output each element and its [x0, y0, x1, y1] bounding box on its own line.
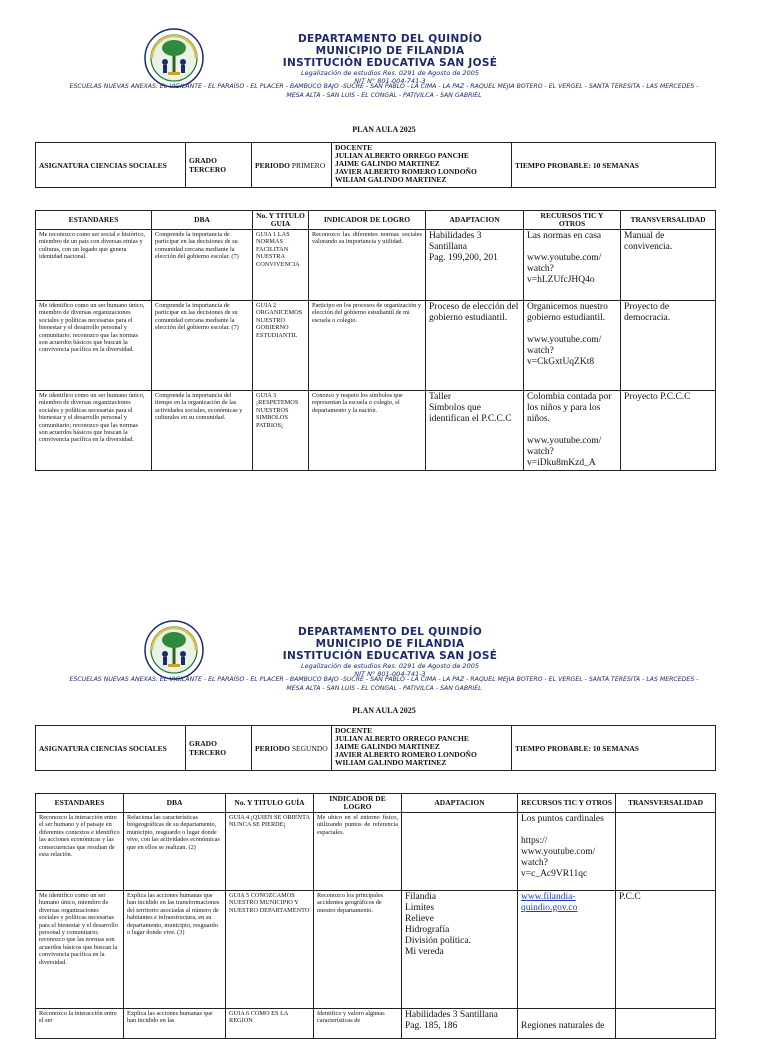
transversalidad-cell: Proyecto de democracia. — [621, 301, 716, 391]
docente-cell: DOCENTE JULIAN ALBERTO ORREGO PANCHE JAIME GALINDO MARTINEZ JAVIER ALBERTO ROMERO LONDOÑO WILIAM GALINDO MARTINEZ — [332, 726, 512, 771]
docente-cell: DOCENTE JULIAN ALBERTO ORREGO PANCHE JAIME GALINDO MARTINEZ JAVIER ALBERTO ROMERO LONDOÑO WILIAM GALINDO MARTINEZ — [332, 143, 512, 188]
header-guia: No. Y TITULO GUIA — [253, 211, 309, 230]
recursos-cell: Los puntos cardinales https:// www.youtube.com/ watch? v=c_Ac9VR11qc — [518, 813, 616, 891]
indicador-cell: Me ubico en el entorno físico, utilizando puntos de referencia espaciales. — [314, 813, 402, 891]
header-indicador: INDICADOR DE LOGRO — [314, 794, 402, 813]
legalizacion-text: Legalización de estudios Res. 0291 de Agosto de 2005 — [301, 69, 479, 77]
municipio-name: MUNICIPIO DE FILANDIA — [315, 45, 465, 57]
estandar-cell: Me identifico como un ser humano único, miembro de diversas organizaciones sociales y políticas necesarias para el bienestar y el desarrollo personal y comunitario; reconozco que las normas son acuerdos básicos que buscan la convivencia pacífica en la diversidad. — [36, 391, 152, 471]
indicador-cell: Identifico y valoro algunas características de — [314, 1009, 402, 1039]
annex-line-1: ESCUELAS NUEVAS ANEXAS: EL VIGILANTE - EL PARAÍSO - EL PLACER - BAMBUCO BAJO -SUCRE - SAN PABLO - LA CIMA - LA PAZ - RAQUEL MEJIA BOTERO - EL VERGEL - SANTA TERESITA - LAS MERCEDES - — [69, 676, 699, 683]
guia-cell: GUIA 5 CONOZCAMOS NUESTRO MUNICIPIO Y NUESTRO DEPARTAMENTO — [226, 891, 314, 1009]
asignatura-cell: ASIGNATURA CIENCIAS SOCIALES — [36, 726, 186, 771]
annex-line-2: MESA ALTA - SAN LUIS - EL CONGAL - PATIVILCA - SAN GABRIEL — [286, 91, 482, 99]
header-dba: DBA — [124, 794, 226, 813]
recursos-cell: Organicemos nuestro gobierno estudiantil. www.youtube.com/ watch? v=CkGxtUqZKt8 — [524, 301, 621, 391]
info-table-1 — [35, 142, 716, 188]
recursos-cell: Las normas en casa www.youtube.com/ watch? v=hLZUfcJHQ4o — [524, 230, 621, 301]
table-row — [36, 230, 716, 301]
recursos-cell: Regiones naturales de — [518, 1009, 616, 1039]
indicador-cell: Reconozco los principales accidentes geográficos de nuestro departamento. — [314, 891, 402, 1009]
header-adaptacion: ADAPTACION — [426, 211, 524, 230]
table-row — [36, 891, 716, 1009]
indicador-cell: Conozco y respeto los símbolos que representan la escuela o colegio, el departamento y la nación. — [309, 391, 426, 471]
table-row — [36, 301, 716, 391]
institution-name: INSTITUCIÓN EDUCATIVA SAN JOSÉ — [282, 650, 498, 662]
school-seal-icon — [144, 28, 204, 88]
estandar-cell: Me identifico como un ser humano único, miembro de diversas organizaciones sociales y políticas necesarias para el bienestar y el desarrollo personal y comunitario; reconozco que las normas son acuerdos básicos que buscan la convivencia pacífica en la diversidad. — [36, 891, 124, 1009]
header-guia: No. Y TITULO GUÍA — [226, 794, 314, 813]
header-transversalidad: TRANSVERSALIDAD — [621, 211, 716, 230]
recursos-cell: Colombia contada por los niños y para los niños. www.youtube.com/ watch? v=iDku8mKzd_A — [524, 391, 621, 471]
header-estandares: ESTANDARES — [36, 794, 124, 813]
dept-name: DEPARTAMENTO DEL QUINDÍO — [297, 626, 483, 638]
estandar-cell: Me reconozco como ser social e histórico, miembro de un país con diversas etnias y culturas, con un legado que genera identidad nacional. — [36, 230, 152, 301]
guia-cell: GUIA 1 LAS NORMAS FACILITAN NUESTRA CONVIVENCIA — [253, 230, 309, 301]
dba-cell: Explica las acciones humanas que han incidido en las — [124, 1009, 226, 1039]
adaptacion-cell: Habilidades 3 Santillana Pag. 199,200, 201 — [426, 230, 524, 301]
guia-cell: GUIA 2 ORGANICEMOS NUESTRO GOBIERNO ESTUDIANTIL — [253, 301, 309, 391]
plan-table-1 — [35, 210, 716, 471]
header-adaptacion: ADAPTACION — [402, 794, 518, 813]
header-dba: DBA — [152, 211, 253, 230]
transversalidad-cell: Manual de convivencia. — [621, 230, 716, 301]
indicador-cell: Participo en los procesos de organización y elección del gobierno estudiantil de mi escuela o colegio. — [309, 301, 426, 391]
header-indicador: INDICADOR DE LOGRO — [309, 211, 426, 230]
letterhead-2 — [0, 592, 768, 702]
transversalidad-cell: P.C.C — [616, 891, 716, 1009]
dba-cell: Explica las acciones humanas que han incidido en las transformaciones del territorio asociadas al número de habitantes e infraestructura, en su departamento, municipio, resguardo o lugar donde vive. (3) — [124, 891, 226, 1009]
adaptacion-cell — [402, 813, 518, 891]
municipio-name: MUNICIPIO DE FILANDIA — [315, 638, 465, 650]
institution-name: INSTITUCIÓN EDUCATIVA SAN JOSÉ — [282, 57, 498, 69]
asignatura-cell: ASIGNATURA CIENCIAS SOCIALES — [36, 143, 186, 188]
adaptacion-cell: Taller Símbolos que identifican el P.C.C.C — [426, 391, 524, 471]
dba-cell: Comprende la importancia de participar en las decisiones de su comunidad cercana mediante la elección del gobierno escolar. (7) — [152, 230, 253, 301]
annex-line-1: ESCUELAS NUEVAS ANEXAS: EL VIGILANTE - EL PARAÍSO - EL PLACER - BAMBUCO BAJO -SUCRE - SAN PABLO - LA CIMA - LA PAZ - RAQUEL MEJIA BOTERO - EL VERGEL - SANTA TERESITA - LAS MERCEDES - — [69, 83, 699, 90]
header-recursos: RECURSOS TIC Y OTROS — [518, 794, 616, 813]
estandar-cell: Me identifico como un ser humano único, miembro de diversas organizaciones sociales y políticas necesarias para el bienestar y el desarrollo personal y comunitario; reconozco que las normas son acuerdos básicos que buscan la convivencia pacífica en la diversidad. — [36, 301, 152, 391]
tiempo-cell: TIEMPO PROBABLE: 10 SEMANAS — [512, 726, 716, 771]
nit-text: NIT N° 801-004-741-3 — [354, 670, 426, 678]
letterhead-1 — [0, 0, 768, 110]
grado-cell: GRADO TERCERO — [186, 726, 252, 771]
periodo-cell: PERIODO SEGUNDO — [252, 726, 332, 771]
plan-table-2 — [35, 793, 716, 1039]
estandar-cell: Reconozco la interacción entre el ser — [36, 1009, 124, 1039]
table-row — [36, 813, 716, 891]
grado-cell: GRADO TERCERO — [186, 143, 252, 188]
plan-title-1: PLAN AULA 2025 — [352, 125, 416, 134]
dba-cell: Comprende la importancia del tiempo en la organización de las actividades sociales, económicas y culturales en su comunidad. — [152, 391, 253, 471]
adaptacion-cell: Filandia Limites Relieve Hidrografía División política. Mi vereda — [402, 891, 518, 1009]
dba-cell: Relaciona las características biogeográficas de su departamento, municipio, resguardo o lugar donde vive, con las actividades económicas que en ellos se realizan. (2) — [124, 813, 226, 891]
adaptacion-cell: Habilidades 3 Santillana Pag. 185, 186 — [402, 1009, 518, 1039]
transversalidad-cell: Proyecto P.C.C.C — [621, 391, 716, 471]
adaptacion-cell: Proceso de elección del gobierno estudiantil. — [426, 301, 524, 391]
guia-cell: GUIA 4 ¡QUIEN SE ORIENTA NUNCA SE PIERDE¡ — [226, 813, 314, 891]
nit-text: NIT N° 801-004-741-3 — [354, 77, 426, 85]
transversalidad-cell — [616, 813, 716, 891]
dept-name: DEPARTAMENTO DEL QUINDÍO — [297, 33, 483, 45]
filandia-link[interactable]: www.filandia-quindio.gov.co — [521, 892, 578, 913]
legalizacion-text: Legalización de estudios Res. 0291 de Agosto de 2005 — [301, 662, 479, 670]
guia-cell: GUIA 3 ¡RESPETEMOS NUESTROS SIMBOLOS PATRIOS¡ — [253, 391, 309, 471]
school-seal-icon — [144, 620, 204, 680]
header-recursos: RECURSOS TIC Y OTROS — [524, 211, 621, 230]
table-row — [36, 391, 716, 471]
dba-cell: Comprende la importancia de participar en las decisiones de su comunidad cercana mediante la elección del gobierno escolar. (7) — [152, 301, 253, 391]
recursos-cell — [518, 891, 616, 1009]
guia-cell: GUIA 6 COMO ES LA REGION — [226, 1009, 314, 1039]
periodo-cell: PERIODO PRIMERO — [252, 143, 332, 188]
annex-line-2: MESA ALTA - SAN LUIS - EL CONGAL - PATIVILCA - SAN GABRIEL — [286, 684, 482, 692]
header-estandares: ESTANDARES — [36, 211, 152, 230]
indicador-cell: Reconozco las diferentes normas sociales valorando su importancia y utilidad. — [309, 230, 426, 301]
info-table-2 — [35, 725, 716, 771]
plan-title-2: PLAN AULA 2025 — [352, 706, 416, 715]
header-transversalidad: TRANSVERSALIDAD — [616, 794, 716, 813]
estandar-cell: Reconozco la interacción entre el ser humano y el paisaje en diferentes contextos e identifico las acciones económicas y las consecuencias que resultan de esta relación. — [36, 813, 124, 891]
tiempo-cell: TIEMPO PROBABLE: 10 SEMANAS — [512, 143, 716, 188]
